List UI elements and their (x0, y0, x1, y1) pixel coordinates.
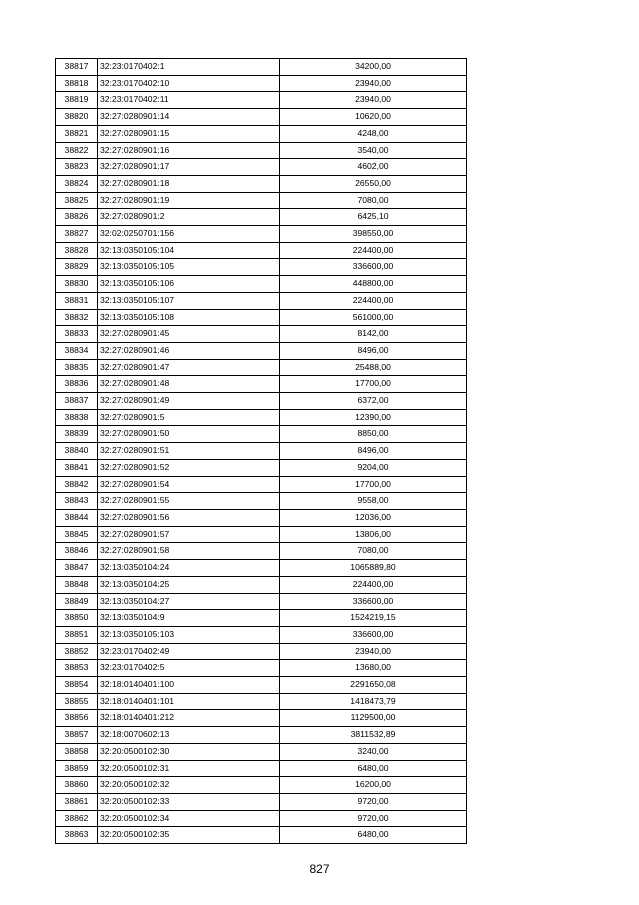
row-number-cell: 38833 (56, 326, 98, 343)
table-row (56, 376, 467, 393)
value-cell: 3811532,89 (280, 727, 467, 744)
table-row (56, 526, 467, 543)
value-cell: 3540,00 (280, 142, 467, 159)
value-cell: 4602,00 (280, 159, 467, 176)
value-cell: 8496,00 (280, 443, 467, 460)
row-number-cell: 38845 (56, 526, 98, 543)
value-cell: 448800,00 (280, 276, 467, 293)
table-row (56, 276, 467, 293)
table-row (56, 393, 467, 410)
value-cell: 9720,00 (280, 793, 467, 810)
table-row (56, 777, 467, 794)
row-number-cell: 38829 (56, 259, 98, 276)
value-cell: 17700,00 (280, 376, 467, 393)
row-number-cell: 38830 (56, 276, 98, 293)
table-row (56, 710, 467, 727)
cadastral-number-cell: 32:27:0280901:51 (98, 443, 280, 460)
cadastral-number-cell: 32:20:0500102:31 (98, 760, 280, 777)
page-number: 827 (309, 862, 330, 876)
value-cell: 224400,00 (280, 292, 467, 309)
table-row (56, 610, 467, 627)
cadastral-number-cell: 32:27:0280901:54 (98, 476, 280, 493)
row-number-cell: 38820 (56, 109, 98, 126)
row-number-cell: 38844 (56, 509, 98, 526)
value-cell: 9720,00 (280, 810, 467, 827)
table-row (56, 192, 467, 209)
cadastral-number-cell: 32:27:0280901:16 (98, 142, 280, 159)
value-cell: 23940,00 (280, 643, 467, 660)
table-row (56, 242, 467, 259)
cadastral-number-cell: 32:13:0350105:104 (98, 242, 280, 259)
value-cell: 13806,00 (280, 526, 467, 543)
row-number-cell: 38822 (56, 142, 98, 159)
row-number-cell: 38817 (56, 59, 98, 76)
row-number-cell: 38819 (56, 92, 98, 109)
table-row (56, 226, 467, 243)
row-number-cell: 38852 (56, 643, 98, 660)
registry-table-body (56, 59, 467, 844)
table-row (56, 476, 467, 493)
table-row (56, 209, 467, 226)
cadastral-number-cell: 32:27:0280901:45 (98, 326, 280, 343)
value-cell: 12390,00 (280, 409, 467, 426)
cadastral-number-cell: 32:27:0280901:19 (98, 192, 280, 209)
row-number-cell: 38837 (56, 393, 98, 410)
value-cell: 336600,00 (280, 259, 467, 276)
row-number-cell: 38838 (56, 409, 98, 426)
row-number-cell: 38859 (56, 760, 98, 777)
cadastral-number-cell: 32:13:0350105:103 (98, 626, 280, 643)
value-cell: 12036,00 (280, 509, 467, 526)
table-row (56, 793, 467, 810)
table-row (56, 560, 467, 577)
cadastral-number-cell: 32:23:0170402:5 (98, 660, 280, 677)
table-row (56, 142, 467, 159)
cadastral-number-cell: 32:27:0280901:48 (98, 376, 280, 393)
row-number-cell: 38861 (56, 793, 98, 810)
cadastral-number-cell: 32:27:0280901:2 (98, 209, 280, 226)
table-row (56, 743, 467, 760)
value-cell: 1065889,80 (280, 560, 467, 577)
table-row (56, 175, 467, 192)
cadastral-number-cell: 32:27:0280901:50 (98, 426, 280, 443)
row-number-cell: 38823 (56, 159, 98, 176)
row-number-cell: 38821 (56, 125, 98, 142)
registry-table (55, 58, 467, 844)
value-cell: 224400,00 (280, 242, 467, 259)
table-row (56, 810, 467, 827)
value-cell: 10620,00 (280, 109, 467, 126)
cadastral-number-cell: 32:13:0350104:25 (98, 576, 280, 593)
cadastral-number-cell: 32:13:0350104:24 (98, 560, 280, 577)
row-number-cell: 38846 (56, 543, 98, 560)
cadastral-number-cell: 32:27:0280901:57 (98, 526, 280, 543)
row-number-cell: 38850 (56, 610, 98, 627)
row-number-cell: 38839 (56, 426, 98, 443)
cadastral-number-cell: 32:23:0170402:1 (98, 59, 280, 76)
value-cell: 336600,00 (280, 626, 467, 643)
table-row (56, 576, 467, 593)
cadastral-number-cell: 32:18:0140401:212 (98, 710, 280, 727)
cadastral-number-cell: 32:20:0500102:34 (98, 810, 280, 827)
row-number-cell: 38854 (56, 677, 98, 694)
row-number-cell: 38826 (56, 209, 98, 226)
cadastral-number-cell: 32:27:0280901:5 (98, 409, 280, 426)
row-number-cell: 38857 (56, 727, 98, 744)
row-number-cell: 38825 (56, 192, 98, 209)
value-cell: 336600,00 (280, 593, 467, 610)
cadastral-number-cell: 32:27:0280901:14 (98, 109, 280, 126)
row-number-cell: 38834 (56, 342, 98, 359)
cadastral-number-cell: 32:27:0280901:46 (98, 342, 280, 359)
row-number-cell: 38841 (56, 459, 98, 476)
value-cell: 1129500,00 (280, 710, 467, 727)
table-row (56, 159, 467, 176)
row-number-cell: 38847 (56, 560, 98, 577)
cadastral-number-cell: 32:27:0280901:52 (98, 459, 280, 476)
cadastral-number-cell: 32:13:0350105:107 (98, 292, 280, 309)
row-number-cell: 38855 (56, 693, 98, 710)
value-cell: 7080,00 (280, 543, 467, 560)
table-row (56, 342, 467, 359)
cadastral-number-cell: 32:18:0140401:101 (98, 693, 280, 710)
cadastral-number-cell: 32:18:0140401:100 (98, 677, 280, 694)
cadastral-number-cell: 32:13:0350105:108 (98, 309, 280, 326)
value-cell: 25488,00 (280, 359, 467, 376)
table-row (56, 727, 467, 744)
row-number-cell: 38863 (56, 827, 98, 844)
row-number-cell: 38862 (56, 810, 98, 827)
value-cell: 1418473,79 (280, 693, 467, 710)
row-number-cell: 38842 (56, 476, 98, 493)
value-cell: 34200,00 (280, 59, 467, 76)
value-cell: 9558,00 (280, 493, 467, 510)
table-row (56, 626, 467, 643)
cadastral-number-cell: 32:27:0280901:17 (98, 159, 280, 176)
row-number-cell: 38828 (56, 242, 98, 259)
table-row (56, 426, 467, 443)
value-cell: 7080,00 (280, 192, 467, 209)
table-row (56, 92, 467, 109)
value-cell: 8142,00 (280, 326, 467, 343)
row-number-cell: 38824 (56, 175, 98, 192)
value-cell: 398550,00 (280, 226, 467, 243)
cadastral-number-cell: 32:20:0500102:32 (98, 777, 280, 794)
row-number-cell: 38827 (56, 226, 98, 243)
table-row (56, 259, 467, 276)
cadastral-number-cell: 32:02:0250701:156 (98, 226, 280, 243)
table-row (56, 509, 467, 526)
value-cell: 6372,00 (280, 393, 467, 410)
row-number-cell: 38840 (56, 443, 98, 460)
value-cell: 8496,00 (280, 342, 467, 359)
table-row (56, 543, 467, 560)
cadastral-number-cell: 32:27:0280901:55 (98, 493, 280, 510)
row-number-cell: 38851 (56, 626, 98, 643)
table-row (56, 326, 467, 343)
table-row (56, 359, 467, 376)
row-number-cell: 38843 (56, 493, 98, 510)
row-number-cell: 38849 (56, 593, 98, 610)
value-cell: 561000,00 (280, 309, 467, 326)
table-row (56, 660, 467, 677)
table-row (56, 125, 467, 142)
value-cell: 6425,10 (280, 209, 467, 226)
cadastral-number-cell: 32:20:0500102:30 (98, 743, 280, 760)
cadastral-number-cell: 32:23:0170402:10 (98, 75, 280, 92)
table-row (56, 643, 467, 660)
cadastral-number-cell: 32:20:0500102:35 (98, 827, 280, 844)
table-row (56, 593, 467, 610)
table-row (56, 75, 467, 92)
row-number-cell: 38856 (56, 710, 98, 727)
value-cell: 13680,00 (280, 660, 467, 677)
table-row (56, 59, 467, 76)
cadastral-number-cell: 32:20:0500102:33 (98, 793, 280, 810)
value-cell: 6480,00 (280, 760, 467, 777)
value-cell: 224400,00 (280, 576, 467, 593)
row-number-cell: 38848 (56, 576, 98, 593)
cadastral-number-cell: 32:27:0280901:58 (98, 543, 280, 560)
table-row (56, 827, 467, 844)
value-cell: 6480,00 (280, 827, 467, 844)
cadastral-number-cell: 32:13:0350104:9 (98, 610, 280, 627)
cadastral-number-cell: 32:23:0170402:49 (98, 643, 280, 660)
table-row (56, 693, 467, 710)
value-cell: 23940,00 (280, 75, 467, 92)
row-number-cell: 38835 (56, 359, 98, 376)
value-cell: 8850,00 (280, 426, 467, 443)
table-row (56, 292, 467, 309)
value-cell: 26550,00 (280, 175, 467, 192)
row-number-cell: 38836 (56, 376, 98, 393)
value-cell: 3240,00 (280, 743, 467, 760)
value-cell: 4248,00 (280, 125, 467, 142)
cadastral-number-cell: 32:18:0070602:13 (98, 727, 280, 744)
table-row (56, 443, 467, 460)
value-cell: 16200,00 (280, 777, 467, 794)
value-cell: 2291650,08 (280, 677, 467, 694)
row-number-cell: 38818 (56, 75, 98, 92)
value-cell: 9204,00 (280, 459, 467, 476)
table-row (56, 409, 467, 426)
table-row (56, 109, 467, 126)
table-row (56, 760, 467, 777)
cadastral-number-cell: 32:13:0350104:27 (98, 593, 280, 610)
row-number-cell: 38831 (56, 292, 98, 309)
table-row (56, 309, 467, 326)
cadastral-number-cell: 32:13:0350105:106 (98, 276, 280, 293)
cadastral-number-cell: 32:27:0280901:18 (98, 175, 280, 192)
table-row (56, 459, 467, 476)
row-number-cell: 38853 (56, 660, 98, 677)
cadastral-number-cell: 32:27:0280901:49 (98, 393, 280, 410)
value-cell: 17700,00 (280, 476, 467, 493)
value-cell: 1524219,15 (280, 610, 467, 627)
table-row (56, 493, 467, 510)
value-cell: 23940,00 (280, 92, 467, 109)
row-number-cell: 38832 (56, 309, 98, 326)
cadastral-number-cell: 32:27:0280901:56 (98, 509, 280, 526)
table-row (56, 677, 467, 694)
row-number-cell: 38858 (56, 743, 98, 760)
cadastral-number-cell: 32:13:0350105:105 (98, 259, 280, 276)
row-number-cell: 38860 (56, 777, 98, 794)
cadastral-number-cell: 32:23:0170402:11 (98, 92, 280, 109)
cadastral-number-cell: 32:27:0280901:47 (98, 359, 280, 376)
cadastral-number-cell: 32:27:0280901:15 (98, 125, 280, 142)
